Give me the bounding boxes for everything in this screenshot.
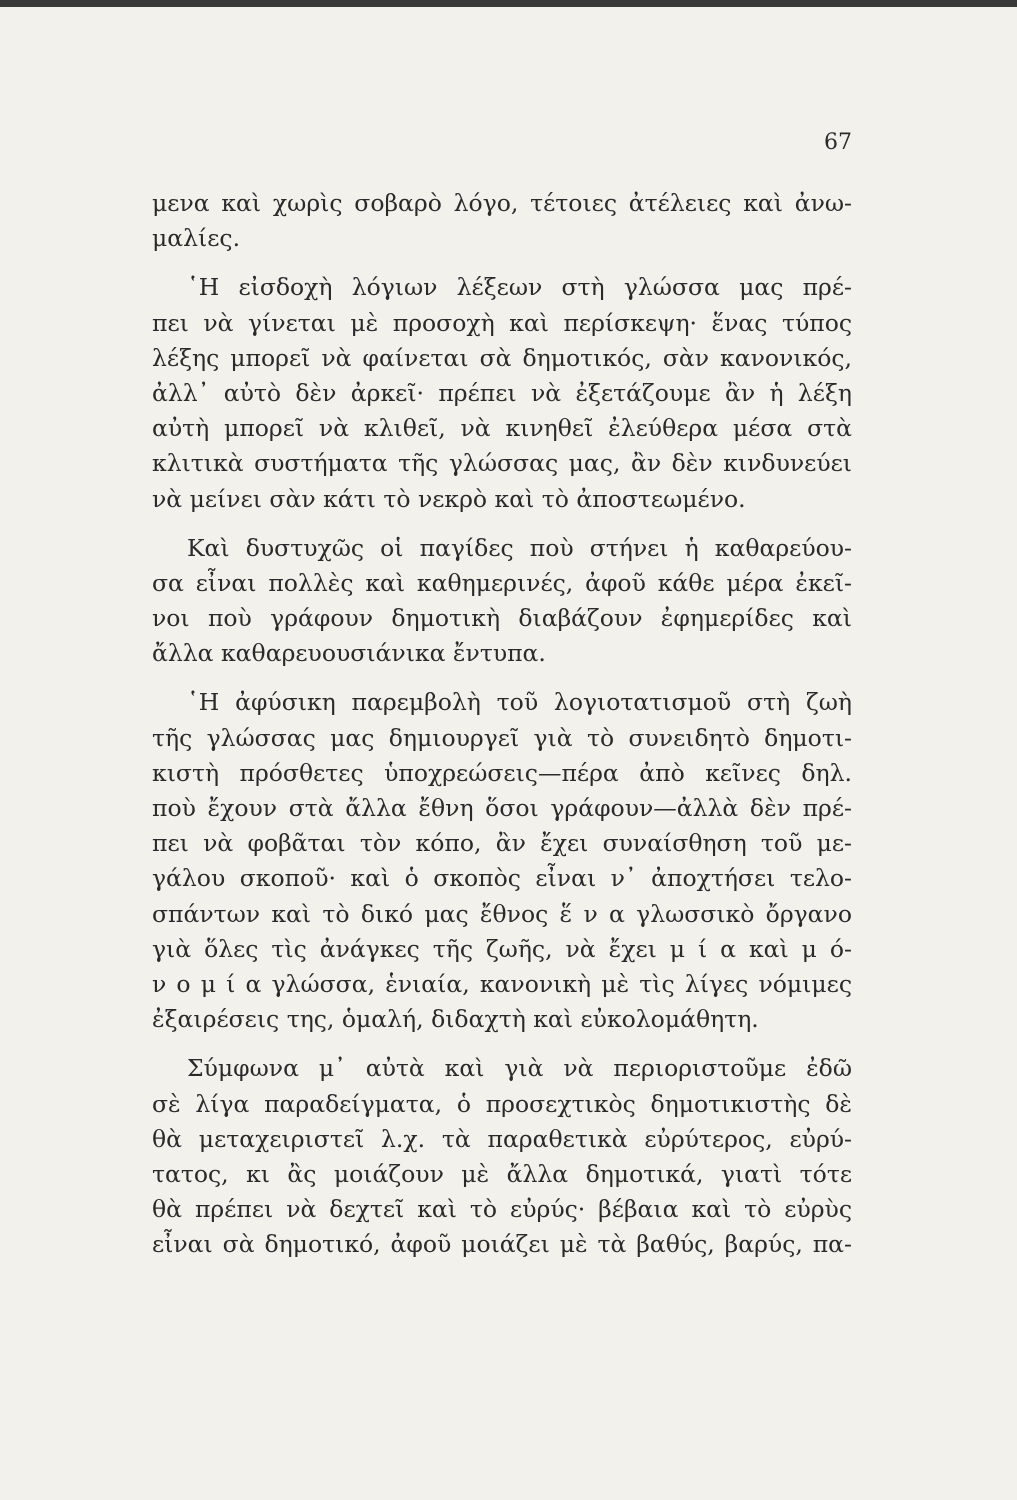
text-line: λέξης μπορεῖ νὰ φαίνεται σὰ δημοτικός, σὰν κανονικός, xyxy=(152,343,852,372)
text-line: θὰ μεταχειριστεῖ λ.χ. τὰ παραθετικὰ εὐρύτερος, εὐρύ- xyxy=(152,1124,852,1153)
text-line: σὲ λίγα παραδείγματα, ὁ προσεχτικὸς δημοτικιστὴς δὲ xyxy=(152,1089,852,1118)
text-line: ῾Η ἀφύσικη παρεμβολὴ τοῦ λογιοτατισμοῦ στὴ ζωὴ xyxy=(187,688,852,717)
paragraph-3 xyxy=(152,531,852,672)
text-line: μαλίες. xyxy=(152,224,241,253)
text-line: θὰ πρέπει νὰ δεχτεῖ καὶ τὸ εὐρύς· βέβαια καὶ τὸ εὐρὺς xyxy=(152,1195,852,1224)
text-line: ν ο μ ί α γλώσσα, ἑνιαία, κανονικὴ μὲ τὶς λίγες νόμιμες xyxy=(152,969,852,998)
body-text xyxy=(152,186,852,1262)
text-line: πει νὰ γίνεται μὲ προσοχὴ καὶ περίσκεψη· ἕνας τύπος xyxy=(152,308,852,337)
text-line: τατος, κι ἂς μοιάζουν μὲ ἄλλα δημοτικά, γιατὶ τότε xyxy=(152,1159,852,1188)
text-line: πει νὰ φοβᾶται τὸν κόπο, ἂν ἔχει συναίσθηση τοῦ με- xyxy=(152,829,852,858)
paragraph-2 xyxy=(152,270,852,516)
text-line: Καὶ δυστυχῶς οἱ παγίδες ποὺ στήνει ἡ καθαρεύου- xyxy=(187,533,852,562)
text-line: νὰ μείνει σὰν κάτι τὸ νεκρὸ καὶ τὸ ἀποστεωμένο. xyxy=(152,484,746,513)
text-line: γάλου σκοποῦ· καὶ ὁ σκοπὸς εἶναι ν᾽ ἀποχτήσει τελο- xyxy=(152,864,852,893)
paragraph-4 xyxy=(152,685,852,1037)
paragraph-5 xyxy=(152,1051,852,1262)
text-line: αὐτὴ μπορεῖ νὰ κλιθεῖ, νὰ κινηθεῖ ἐλεύθερα μέσα στὰ xyxy=(152,414,852,443)
text-line: ῾Η εἰσδοχὴ λόγιων λέξεων στὴ γλώσσα μας πρέ- xyxy=(187,273,852,302)
text-line: μενα καὶ χωρὶς σοβαρὸ λόγο, τέτοιες ἀτέλειες καὶ ἀνω- xyxy=(152,189,852,217)
text-line: κιστὴ πρόσθετες ὑποχρεώσεις—πέρα ἀπὸ κεῖνες δηλ. xyxy=(152,758,852,787)
text-line: ἐξαιρέσεις της, ὁμαλή, διδαχτὴ καὶ εὐκολομάθητη. xyxy=(152,1005,759,1034)
text-line: νοι ποὺ γράφουν δημοτικὴ διαβάζουν ἐφημερίδες καὶ xyxy=(152,604,852,633)
text-line: κλιτικὰ συστήματα τῆς γλώσσας μας, ἂν δὲν κινδυνεύει xyxy=(152,449,852,478)
text-line: εἶναι σὰ δημοτικό, ἀφοῦ μοιάζει μὲ τὰ βαθύς, βαρύς, πα- xyxy=(152,1230,852,1259)
text-line: Σύμφωνα μ᾽ αὐτὰ καὶ γιὰ νὰ περιοριστοῦμε ἐδῶ xyxy=(187,1054,852,1083)
text-line: τῆς γλώσσας μας δημιουργεῖ γιὰ τὸ συνειδητὸ δημοτι- xyxy=(152,723,852,752)
page-top-edge xyxy=(0,0,1017,7)
text-line: ἄλλα καθαρευουσιάνικα ἔντυπα. xyxy=(152,639,546,668)
page-number: 67 xyxy=(824,130,852,155)
paragraph-1 xyxy=(152,186,852,256)
text-line: σπάντων καὶ τὸ δικό μας ἔθνος ἕ ν α γλωσσικὸ ὄργανο xyxy=(152,899,852,928)
text-line: σα εἶναι πολλὲς καὶ καθημερινές, ἀφοῦ κάθε μέρα ἐκεῖ- xyxy=(152,568,852,597)
text-line: ποὺ ἔχουν στὰ ἄλλα ἔθνη ὅσοι γράφουν—ἀλλὰ δὲν πρέ- xyxy=(152,794,852,822)
text-line: ἀλλ᾽ αὐτὸ δὲν ἀρκεῖ· πρέπει νὰ ἐξετάζουμε ἂν ἡ λέξη xyxy=(152,378,852,407)
text-line: γιὰ ὅλες τὶς ἀνάγκες τῆς ζωῆς, νὰ ἔχει μ ί α καὶ μ ό- xyxy=(152,934,852,963)
